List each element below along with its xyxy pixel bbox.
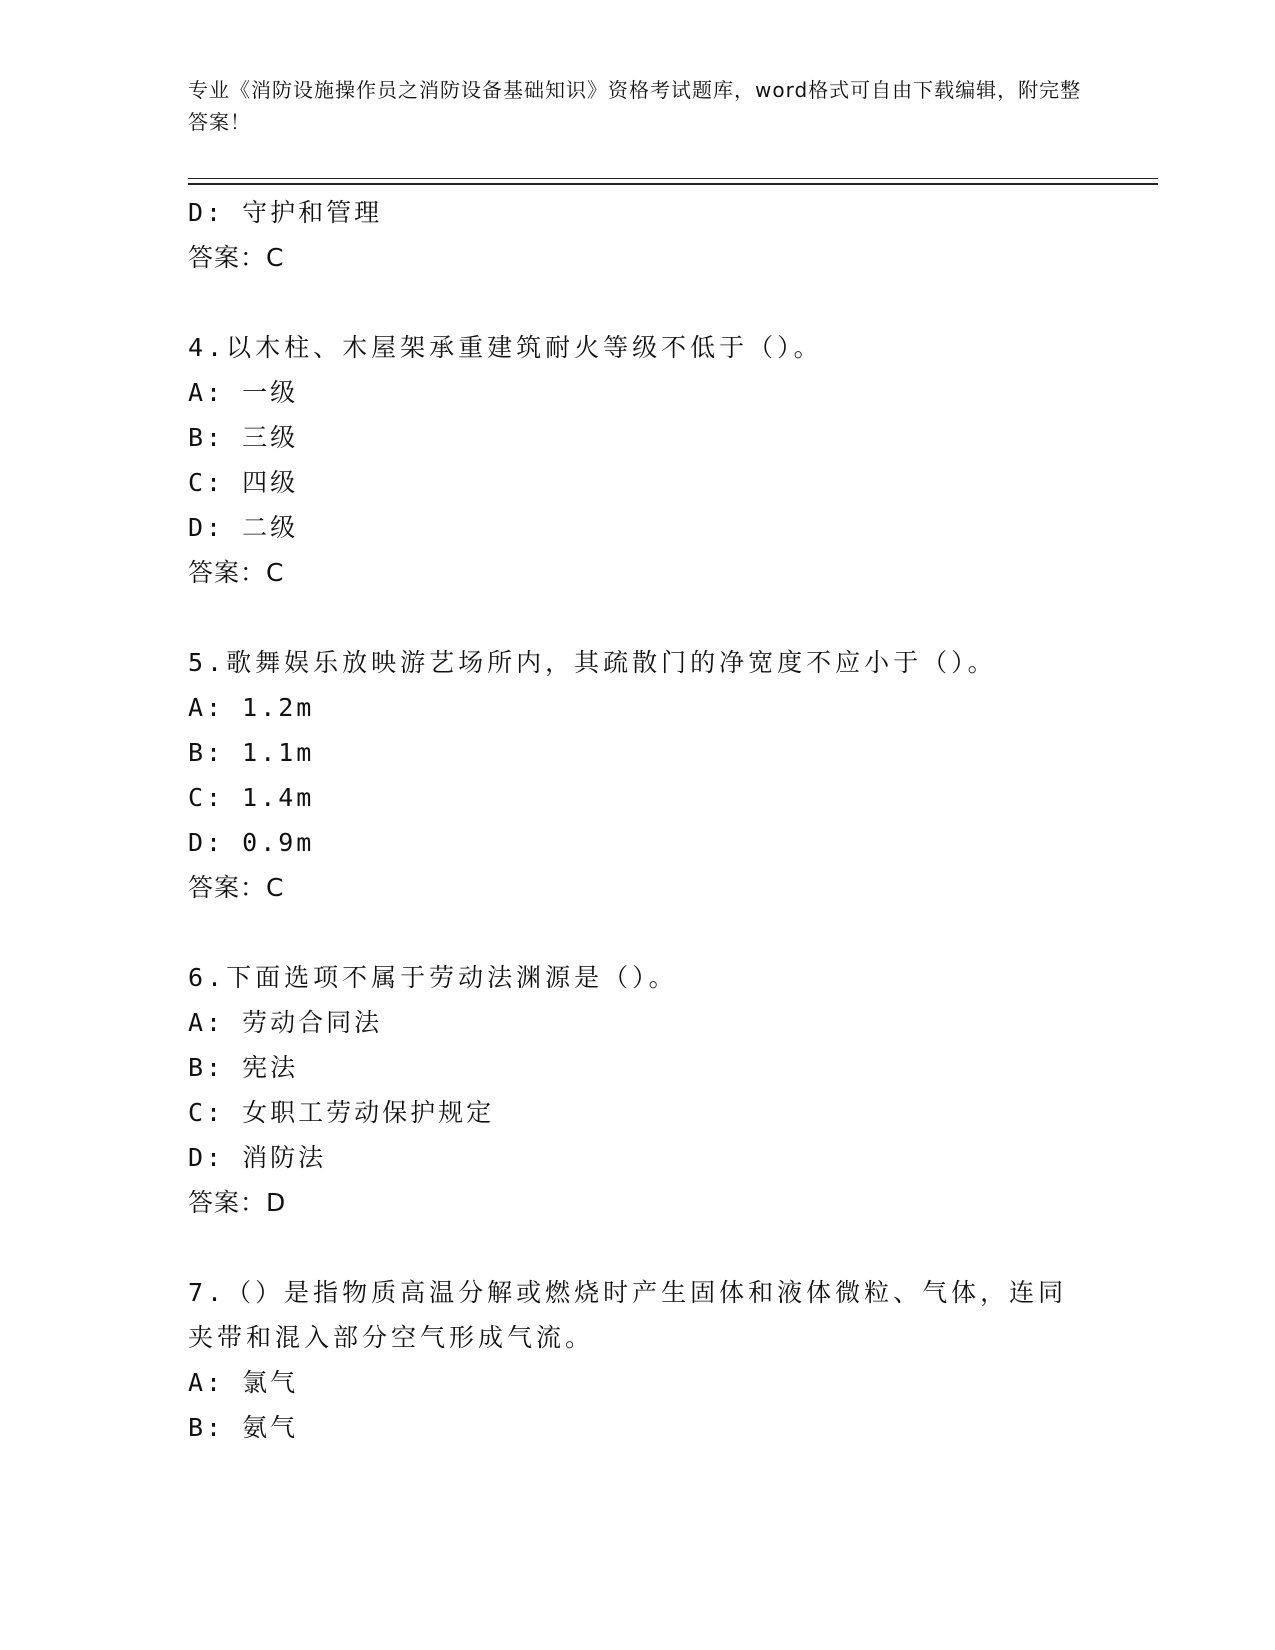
option-d: D: 消防法 bbox=[188, 1143, 327, 1172]
header-rule-thick bbox=[188, 183, 1158, 185]
option-b: B: 宪法 bbox=[188, 1053, 299, 1082]
option-a: A: 劳动合同法 bbox=[188, 1008, 383, 1037]
answer-line: 答案：C bbox=[188, 558, 285, 587]
answer-line: 答案：C bbox=[188, 873, 285, 902]
option-a: A: 氯气 bbox=[188, 1368, 299, 1397]
option-c: C: 女职工劳动保护规定 bbox=[188, 1098, 495, 1127]
option-d: D: 0.9m bbox=[188, 828, 315, 857]
header-rule-thin bbox=[188, 178, 1158, 179]
option-a: A: 1.2m bbox=[188, 693, 315, 722]
option-b: B: 三级 bbox=[188, 423, 299, 452]
option-b: B: 1.1m bbox=[188, 738, 315, 767]
question-list bbox=[188, 190, 1088, 1450]
question-stem: 6.下面选项不属于劳动法渊源是（）。 bbox=[188, 963, 678, 992]
option-b: B: 氨气 bbox=[188, 1413, 299, 1442]
option-c: C: 四级 bbox=[188, 468, 299, 497]
answer-line: 答案：D bbox=[188, 1188, 287, 1217]
question-stem: 4.以木柱、木屋架承重建筑耐火等级不低于（）。 bbox=[188, 333, 823, 362]
question-stem: 5.歌舞娱乐放映游艺场所内，其疏散门的净宽度不应小于（）。 bbox=[188, 648, 997, 677]
answer-line: 答案：C bbox=[188, 243, 285, 272]
option-a: A: 一级 bbox=[188, 378, 299, 407]
document-header: 专业《消防设施操作员之消防设备基础知识》资格考试题库，word格式可自由下载编辑，附完整答案！ bbox=[188, 78, 1082, 134]
question-stem-line-2: 夹带和混入部分空气形成气流。 bbox=[188, 1323, 595, 1352]
option-c: C: 1.4m bbox=[188, 783, 315, 812]
option-d: D: 守护和管理 bbox=[188, 198, 383, 227]
question-stem-line-1: 7.（）是指物质高温分解或燃烧时产生固体和液体微粒、气体，连同 bbox=[188, 1278, 1068, 1307]
option-d: D: 二级 bbox=[188, 513, 299, 542]
